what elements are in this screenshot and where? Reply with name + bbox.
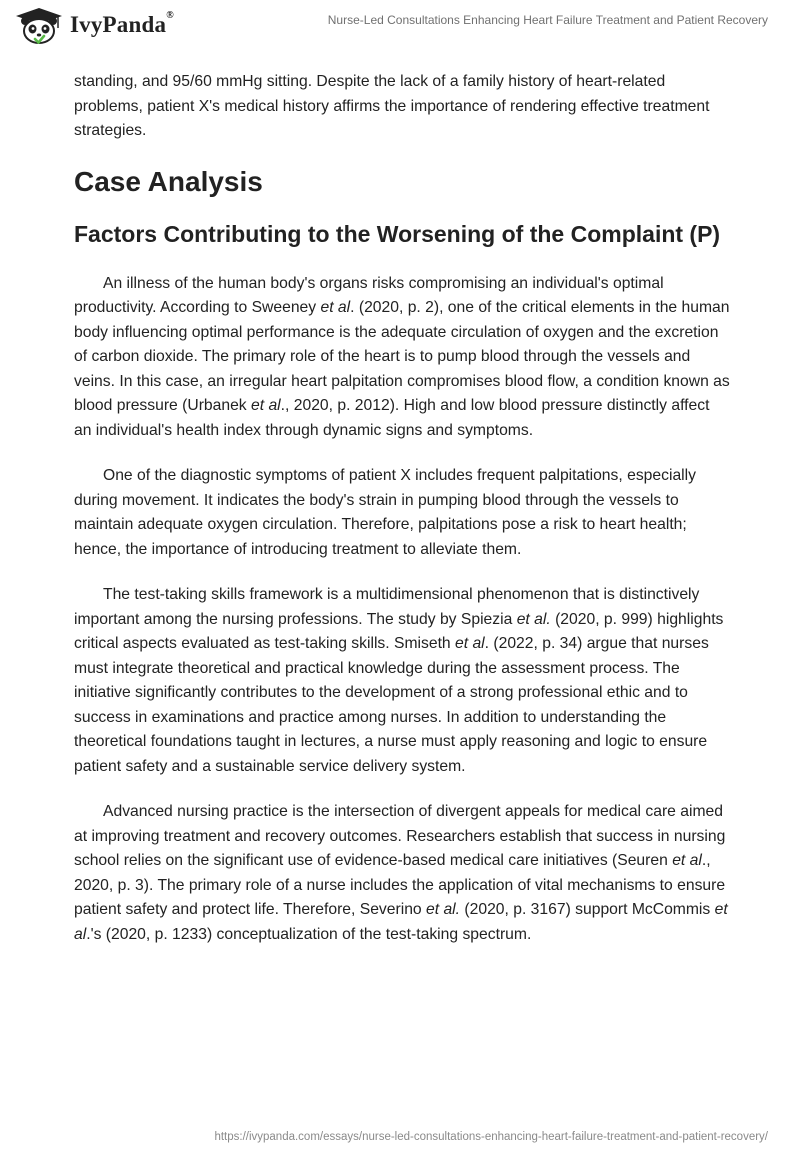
subsection-heading: Factors Contributing to the Worsening of the Complaint (P) (74, 220, 721, 247)
brand-logo[interactable] (14, 6, 174, 44)
page-header (0, 0, 800, 50)
paragraph-2: One of the diagnostic symptoms of patient X includes frequent palpitations, especially during movement. It indicates the body's strain in pumping blood through the vessels to maintain adequate oxygen circulation. Therefore, palpitations pose a risk to heart health; hence, the importance of introducing treatment to alleviate them. (74, 467, 696, 558)
paragraph-continued: standing, and 95/60 mmHg sitting. Despite the lack of a family history of heart-related problems, patient X's medical history affirms the importance of rendering effective treatment strategies. (74, 73, 710, 139)
brand-name: IvyPanda® (70, 10, 174, 37)
paragraph-1: An illness of the human body's organs risks compromising an individual's optimal productivity. According to Sweeney et al. (2020, p. 2), one of the critical elements in the human body influencing optimal performance is the adequate circulation of oxygen and the excretion of carbon dioxide. The primary role of the heart is to pump blood through the vessels and veins. In this case, an irregular heart palpitation compromises blood flow, a condition known as blood pressure (Urbanek et al., 2020, p. 2012). High and low blood pressure distinctly affect an individual's health index through dynamic signs and symptoms. (74, 274, 730, 439)
essay-body (74, 70, 730, 968)
section-heading: Case Analysis (74, 165, 263, 197)
paragraph-3: The test-taking skills framework is a multidimensional phenomenon that is distinctively important among the nursing professions. The study by Spiezia et al. (2020, p. 999) highlights critical aspects evaluated as test-taking skills. Smiseth et al. (2022, p. 34) argue that nurses must integrate theoretical and practical knowledge during the assessment process. The initiative significantly contributes to the development of a strong professional ethic and to success in examinations and practice among nurses. In addition to understanding the theoretical foundations taught in lectures, a nurse must apply reasoning and logic to ensure patient safety and a sustainable service delivery system. (74, 586, 724, 775)
graduation-cap-panda-icon (14, 6, 64, 44)
paragraph-4: Advanced nursing practice is the intersection of divergent appeals for medical care aimed at improving treatment and recovery outcomes. Researchers establish that success in nursing school relies on the significant use of evidence-based medical care initiatives (Seuren et al., 2020, p. 3). The primary role of a nurse includes the application of vital mechanisms to ensure patient safety and protect life. Therefore, Severino et al. (2020, p. 3167) support McCommis et al.'s (2020, p. 1233) conceptualization of the test-taking spectrum. (74, 803, 728, 943)
document-title: Nurse-Led Consultations Enhancing Heart Failure Treatment and Patient Recovery (327, 13, 768, 27)
source-url[interactable]: https://ivypanda.com/essays/nurse-led-consultations-enhancing-heart-failure-treatment-and-patient-recovery/ (214, 1131, 768, 1143)
